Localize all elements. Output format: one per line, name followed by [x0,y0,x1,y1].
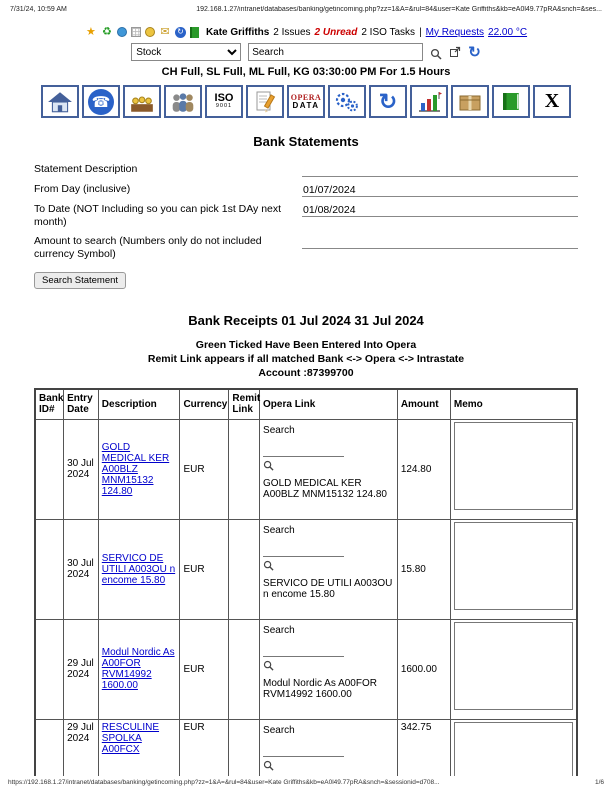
iso-tasks-count[interactable]: 2 ISO Tasks [361,26,416,38]
green-book-icon[interactable] [190,27,199,38]
statement-description-label: Statement Description [34,163,138,175]
receipts-title: Bank Receipts 01 Jul 2024 31 Jul 2024 [188,312,424,328]
entry-date-cell: 30 Jul 2024 [64,519,99,619]
opera-search-input[interactable] [263,446,344,457]
table-header-row [35,389,577,419]
form-row [34,203,578,229]
star-icon[interactable]: ★ [86,25,96,38]
toolbar-item-opera-data[interactable] [287,85,325,118]
to-date-label: To Date (NOT Including so you can pick 1st DAy next month) [34,203,282,229]
print-footer [8,779,604,786]
col-bank-id: Bank ID# [35,389,64,419]
form-row [34,235,578,261]
amount-cell: 15.80 [397,519,450,619]
remit-link-cell [229,419,260,519]
currency-cell: EUR [180,619,229,719]
memo-input[interactable] [454,522,573,610]
toolbar-item-reports[interactable] [410,85,448,118]
main-toolbar [34,85,578,118]
opera-match-text: SERVICO DE UTILI A003OU n encome 15.80 [263,577,393,600]
issues-count[interactable]: 2 Issues [273,26,311,38]
opera-data-icon: OPERA DATA [290,92,322,110]
receipts-table [34,388,578,776]
package-icon [457,90,483,114]
search-icon[interactable] [430,48,442,60]
toolbar-item-iso[interactable] [205,85,243,118]
statement-form [34,163,578,289]
magnifier-icon[interactable] [263,560,274,571]
toolbar-item-stock[interactable] [451,85,489,118]
col-memo: Memo [450,389,577,419]
home-icon [47,91,73,113]
form-row [34,163,578,177]
opera-search-button[interactable]: Search [263,524,295,536]
bank-id-cell [35,519,64,619]
entry-date-cell: 29 Jul 2024 [64,719,99,776]
amount-cell: 1600.00 [397,619,450,719]
category-select[interactable] [131,43,241,61]
col-description: Description [98,389,180,419]
toolbar-item-people[interactable] [164,85,202,118]
search-bar [34,43,578,61]
to-date-input[interactable] [302,203,578,217]
page-title: Bank Statements [253,134,359,149]
table-row [35,519,577,619]
opera-search-button[interactable]: Search [263,724,295,736]
description-link[interactable]: Modul Nordic As A00FOR RVM14992 1600.00 [101,647,175,692]
receipts-notes [34,338,578,381]
amount-cell: 124.80 [397,419,450,519]
memo-input[interactable] [454,422,573,510]
search-input[interactable] [248,43,423,61]
col-amount: Amount [397,389,450,419]
remit-link-cell [229,519,260,619]
col-currency: Currency [180,389,229,419]
toolbar-item-close[interactable] [533,85,571,118]
bank-id-cell [35,419,64,519]
globe-icon[interactable] [117,27,127,37]
bank-id-cell [35,619,64,719]
magnifier-icon[interactable] [263,460,274,471]
edit-document-icon [253,90,277,114]
description-cell [98,619,180,719]
magnifier-icon[interactable] [263,760,274,771]
search-statement-button[interactable]: Search Statement [34,272,126,289]
mail-icon[interactable]: ✉ [160,25,170,38]
amount-cell: 342.75 [397,719,450,776]
description-cell [98,419,180,519]
opera-link-cell [260,719,398,776]
from-day-label: From Day (inclusive) [34,183,131,195]
cashier-icon [129,91,155,113]
currency-cell: EUR [180,719,229,776]
form-row [34,183,578,197]
col-opera-link: Opera Link [260,389,398,419]
external-link-icon[interactable] [449,46,461,58]
footer-page-number: 1/6 [594,779,604,786]
refresh-icon[interactable]: ↻ [468,43,481,61]
description-link[interactable]: GOLD MEDICAL KER A00BLZ MNM15132 124.80 [101,441,170,497]
sync-badge-icon[interactable]: ↻ [175,27,186,38]
opera-link-cell [260,419,398,519]
opera-search-input[interactable] [263,746,344,757]
user-name: Kate Griffiths [205,26,270,38]
sync-icon: ↻ [378,88,398,114]
toolbar-item-home[interactable] [41,85,79,118]
table-row [35,619,577,719]
print-url: 192.168.1.27/intranet/databases/banking/getincoming.php?zz=1&A=&rul=84&user=Kate Griffiths&kb=eA0l49.77pRA&snch=&ses... [196,6,602,13]
bank-id-cell [35,719,64,776]
amount-search-input[interactable] [302,235,578,249]
table-row [35,719,577,776]
description-link[interactable]: RESCULINE SPOLKA A00FCX [101,721,160,755]
print-datetime: 7/31/24, 10:59 AM [10,6,67,13]
opera-search-button[interactable]: Search [263,424,295,436]
description-cell [98,719,180,776]
entry-date-cell: 29 Jul 2024 [64,619,99,719]
opera-match-text: GOLD MEDICAL KER A00BLZ MNM15132 124.80 [263,477,387,500]
phone-icon: ☎ [88,89,114,115]
opera-search-input[interactable] [263,646,344,657]
table-row [35,419,577,519]
footer-url: https://192.168.1.27/intranet/databases/banking/getincoming.php?zz=1&A=&rul=84&user=Kate Griffiths&kb=eA0l49.77pRA&snch=&sessionid=d708... [8,779,440,786]
col-entry-date: Entry Date [64,389,99,419]
separator: | [419,26,422,38]
memo-cell [450,619,577,719]
unread-count[interactable]: 2 Unread [314,26,358,38]
coin-icon[interactable] [145,27,155,37]
toolbar-item-cashier[interactable] [123,85,161,118]
search-actions [430,45,481,60]
statement-description-input[interactable] [302,163,578,177]
remit-link-cell [229,719,260,776]
iso-9001-icon: ISO 9001 [214,92,234,110]
memo-input[interactable] [454,722,573,777]
note-remit-link: Remit Link appears if all matched Bank <-> Opera <-> Intrastate [147,352,465,365]
currency-cell: EUR [180,519,229,619]
from-day-input[interactable] [302,183,578,197]
memo-cell [450,519,577,619]
currency-cell: EUR [180,419,229,519]
toolbar-item-edit-document[interactable] [246,85,284,118]
remit-link-cell [229,619,260,719]
toolbar-item-phone[interactable] [82,85,120,118]
memo-cell [450,419,577,519]
recycle-icon[interactable]: ♻ [102,25,112,38]
toolbar-item-sync[interactable] [369,85,407,118]
opera-link-cell [260,519,398,619]
magnifier-icon[interactable] [263,660,274,671]
amount-search-label: Amount to search (Numbers only do not included currency Symbol) [34,235,262,261]
spreadsheet-icon[interactable] [131,27,141,37]
col-remit-link: Remit Link [229,389,260,419]
note-account-number: Account :87399700 [258,366,354,379]
print-header [10,6,602,13]
toolbar-item-manual[interactable] [492,85,530,118]
opera-search-input[interactable] [263,546,344,557]
temperature-link[interactable]: 22.00 °C [488,26,528,38]
memo-cell [450,719,577,776]
chart-icon [416,90,442,114]
opera-link-cell [260,619,398,719]
my-requests-link[interactable]: My Requests [425,26,485,38]
description-cell [98,519,180,619]
toolbar-item-settings[interactable] [328,85,366,118]
entry-date-cell: 30 Jul 2024 [64,419,99,519]
people-icon [170,91,196,113]
book-icon [499,90,523,114]
close-x-icon: X [544,90,560,112]
availability-line: CH Full, SL Full, ML Full, KG 03:30:00 PM For 1.5 Hours [161,66,451,78]
description-link[interactable]: SERVICO DE UTILI A003OU n encome 15.80 [101,552,176,586]
opera-search-button[interactable]: Search [263,624,295,636]
note-entered-opera: Green Ticked Have Been Entered Into Opera [195,338,417,351]
memo-input[interactable] [454,622,573,710]
status-bar [34,26,578,38]
gears-icon [334,90,360,114]
opera-match-text: Modul Nordic As A00FOR RVM14992 1600.00 [263,677,377,700]
receipts-table-container [34,388,578,776]
